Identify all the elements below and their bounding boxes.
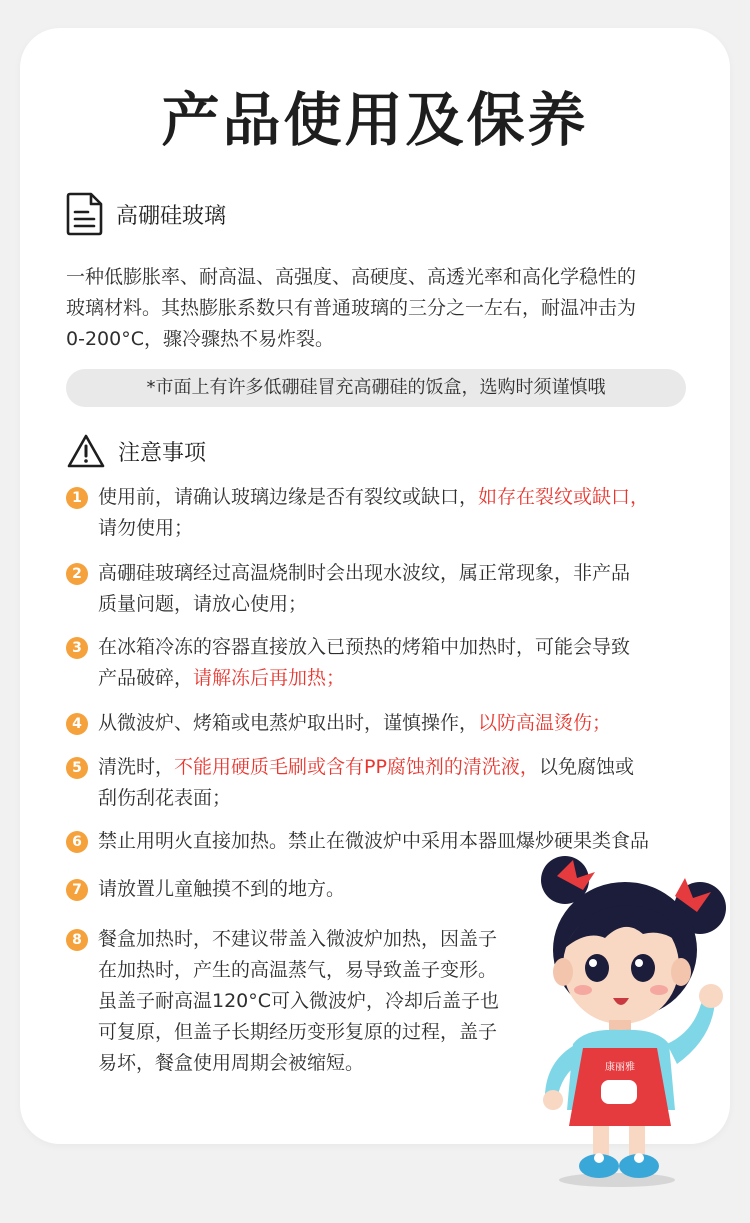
- material-description-line: 一种低膨胀率、耐高温、高强度、高硬度、高透光率和高化学稳性的: [66, 266, 637, 288]
- note-text: [98, 752, 706, 814]
- note-text-part: 使用前，请确认玻璃边缘是否有裂纹或缺口，: [98, 486, 479, 508]
- notes-section-header: [66, 433, 206, 469]
- note-text-part: 餐盒加热时，不建议带盖入微波炉加热，因盖子: [98, 928, 498, 950]
- note-item-1: [66, 482, 706, 544]
- note-item-2: [66, 558, 706, 620]
- note-text-part: 虽盖子耐高温120°C可入微波炉，冷却后盖子也: [98, 990, 500, 1012]
- note-item-3: [66, 632, 706, 694]
- purchase-notice: *市面上有许多低硼硅冒充高硼硅的饭盒，选购时须谨慎哦: [66, 369, 686, 407]
- note-text-part: 高硼硅玻璃经过高温烧制时会出现水波纹，属正常现象，非产品: [98, 562, 631, 584]
- document-icon: [66, 192, 104, 236]
- note-item-5: [66, 752, 706, 814]
- note-number-badge: 4: [66, 713, 88, 735]
- note-warning-text: 请解冻后再加热；: [193, 667, 346, 689]
- apron-logo: 康丽雅: [605, 1062, 635, 1073]
- note-text-part: 在冰箱冷冻的容器直接放入已预热的烤箱中加热时，可能会导致: [98, 636, 631, 658]
- note-text: [98, 708, 706, 739]
- note-text: 请放置儿童触摸不到的地方。: [98, 878, 346, 900]
- material-description-line: 玻璃材料。其热膨胀系数只有普通玻璃的三分之一左右，耐温冲击为: [66, 297, 637, 319]
- material-heading: 高硼硅玻璃: [116, 203, 227, 229]
- note-text-part: 以免腐蚀或: [538, 756, 634, 778]
- note-number-badge: 3: [66, 637, 88, 659]
- warning-icon: [66, 433, 106, 469]
- note-text: [98, 482, 706, 544]
- note-number-badge: 6: [66, 831, 88, 853]
- note-warning-text: 如存在裂纹或缺口，: [478, 486, 650, 508]
- note-text-part: 可复原，但盖子长期经历变形复原的过程，盖子: [98, 1021, 498, 1043]
- note-text-part: 清洗时，: [98, 756, 175, 778]
- material-description-line: 0-200°C，骤冷骤热不易炸裂。: [66, 328, 334, 350]
- material-description: [66, 262, 696, 355]
- note-text-part: 从微波炉、烤箱或电蒸炉取出时，谨慎操作，: [98, 712, 479, 734]
- note-text: [98, 632, 706, 694]
- note-number-badge: 2: [66, 563, 88, 585]
- note-text-part: 质量问题，请放心使用；: [98, 593, 308, 615]
- material-section-header: [66, 192, 226, 236]
- note-number-badge: 8: [66, 929, 88, 951]
- notes-heading: 注意事项: [118, 440, 207, 466]
- note-text: [98, 558, 706, 620]
- page-title: 产品使用及保养: [161, 86, 589, 154]
- note-warning-text: 不能用硬质毛刷或含有PP腐蚀剂的清洗液，: [174, 756, 539, 778]
- note-text-part: 易坏，餐盒使用周期会被缩短。: [98, 1052, 365, 1074]
- note-text: 禁止用明火直接加热。禁止在微波炉中采用本器皿爆炒硬果类食品: [98, 830, 650, 852]
- note-number-badge: 1: [66, 487, 88, 509]
- note-text-part: 请勿使用；: [98, 517, 194, 539]
- mascot-girl-icon: [525, 848, 735, 1188]
- note-number-badge: 5: [66, 757, 88, 779]
- note-warning-text: 以防高温烫伤；: [478, 712, 612, 734]
- note-item-4: [66, 708, 706, 739]
- note-text-part: 刮伤刮花表面；: [98, 787, 232, 809]
- note-text-part: 在加热时，产生的高温蒸气，易导致盖子变形。: [98, 959, 498, 981]
- note-text-part: 产品破碎，: [98, 667, 194, 689]
- note-number-badge: 7: [66, 879, 88, 901]
